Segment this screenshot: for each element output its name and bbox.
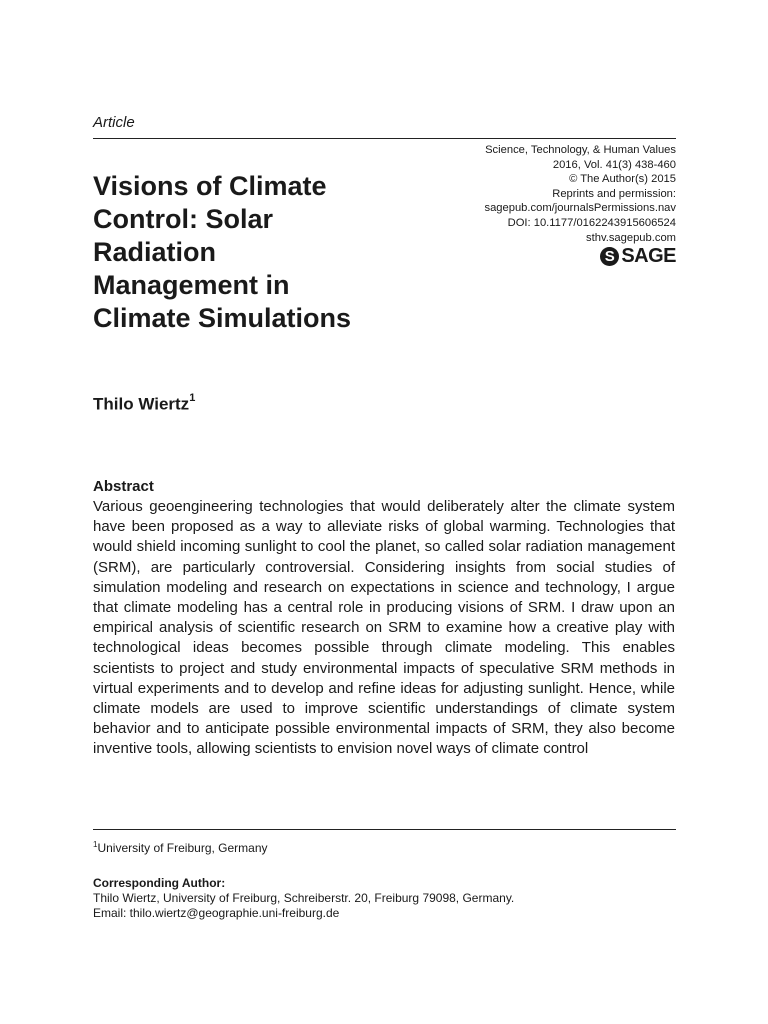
author-affiliation-marker: 1 xyxy=(189,392,196,404)
sage-logo-icon: S xyxy=(600,247,619,266)
header-rule xyxy=(93,138,676,139)
corresponding-author-heading: Corresponding Author: xyxy=(93,876,226,890)
corresponding-author-email[interactable]: Email: thilo.wiertz@geographie.uni-freiburg.de xyxy=(93,906,340,920)
title-line: Visions of Climate xyxy=(93,171,327,201)
copyright-line: © The Author(s) 2015 xyxy=(569,173,676,186)
author-name-text: Thilo Wiertz xyxy=(93,394,190,414)
sage-logo-word: SAGE xyxy=(621,245,676,267)
affiliation-note xyxy=(93,840,268,855)
reprints-line: Reprints and permission: xyxy=(552,187,676,200)
section-label: Article xyxy=(93,114,135,131)
title-line: Climate Simulations xyxy=(93,303,352,333)
sage-logo xyxy=(600,246,676,266)
author-name xyxy=(93,394,195,415)
permissions-link[interactable]: sagepub.com/journalsPermissions.nav xyxy=(484,202,676,215)
title-line: Control: Solar xyxy=(93,204,273,234)
doi-line[interactable]: DOI: 10.1177/0162243915606524 xyxy=(507,216,676,229)
abstract-heading: Abstract xyxy=(93,478,154,495)
abstract-text: Various geoengineering technologies that would deliberately alter the climate system have been proposed as a way to alleviate risks of global warming. Technologies that would shield incoming sunlight to cool the planet, so called solar radiation management (SRM), are particularly controversial. Considering insights from social studies of simulation modeling and research on expectations in science and technology, I argue that climate modeling has a central role in producing visions of SRM. I draw upon an empirical analysis of scientific research on SRM to examine how a creative play with technological ideas becomes possible through climate modeling. This enables scientists to project and study environmental impacts of speculative SRM methods in virtual experiments and to develop and refine ideas for adjusting sunlight. Hence, while climate models are used to improve scientific understandings of climate system behavior and to anticipate possible environmental impacts of SRM, they also become inventive tools, allowing scientists to envision novel ways of climate control xyxy=(93,498,675,758)
journal-metadata xyxy=(396,143,676,245)
title-line: Management in xyxy=(93,270,290,300)
footnote-rule xyxy=(93,829,676,830)
journal-site-link[interactable]: sthv.sagepub.com xyxy=(586,231,676,244)
affiliation-text: University of Freiburg, Germany xyxy=(97,841,268,855)
title-line: Radiation xyxy=(93,237,217,267)
article-title xyxy=(93,170,433,335)
affiliation-marker: 1 xyxy=(93,840,98,849)
journal-name: Science, Technology, & Human Values xyxy=(485,144,676,156)
journal-volume: 2016, Vol. 41(3) 438-460 xyxy=(552,158,676,171)
corresponding-author-address: Thilo Wiertz, University of Freiburg, Schreiberstr. 20, Freiburg 79098, Germany. xyxy=(93,891,515,905)
